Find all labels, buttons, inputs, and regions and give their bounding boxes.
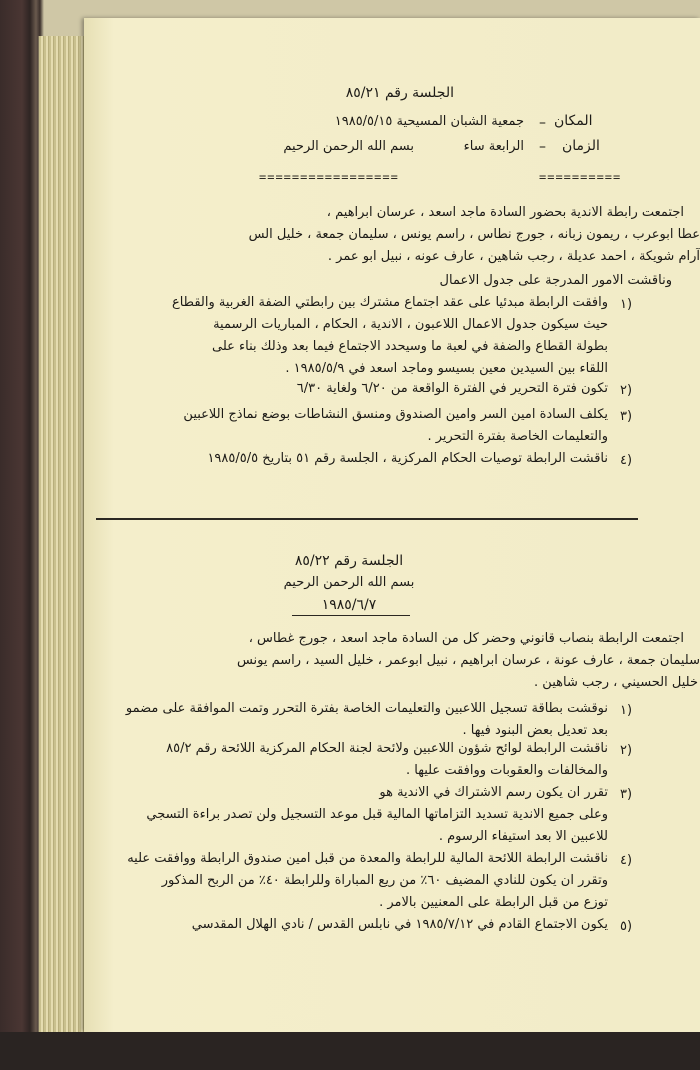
- meeting2-intro-line: اجتمعت الرابطة بنصاب قانوني وحضر كل من السادة ماجد اسعد ، جورج غطاس ،: [248, 631, 684, 646]
- item-number: ٤): [620, 453, 633, 468]
- item-number: ١): [620, 703, 633, 718]
- item-line: يكلف السادة امين السر وامين الصندوق ومنسق النشاطات بوضع نماذج اللاعبين: [183, 407, 608, 422]
- meeting2-date: ١٩٨٥/٦/٧: [321, 597, 377, 613]
- item-number: ٣): [620, 409, 633, 424]
- meeting1-title: الجلسة رقم ٨٥/٢١: [345, 85, 454, 101]
- item-number: ٢): [620, 743, 633, 758]
- item-line: ناقشت الرابطة توصيات الحكام المركزية ، الجلسة رقم ٥١ بتاريخ ١٩٨٥/٥/٥: [207, 451, 608, 466]
- item-number: ٣): [620, 787, 633, 802]
- time-value: الرابعة ساء: [463, 139, 524, 154]
- item-line: تقرر ان يكون رسم الاشتراك في الاندية هو: [379, 785, 608, 800]
- item-line: بطولة القطاع والضفة في لعبة ما وسيحدد الاجتماع فيما بعد وذلك بناء على: [212, 339, 608, 354]
- separator-right: =================: [259, 170, 399, 184]
- section-divider: [96, 518, 638, 520]
- item-line: تكون فترة التحرير في الفترة الواقعة من ٦/٢٠ ولغاية ٦/٣٠: [296, 381, 608, 396]
- item-line: وتقرر ان يكون للنادي المضيف ٦٠٪ من ريع المباراة وللرابطة ٤٠٪ من الربح المذكور: [161, 873, 608, 888]
- meeting2-basmala: بسم الله الرحمن الرحيم: [283, 575, 415, 590]
- place-value: جمعية الشبان المسيحية ١٩٨٥/٥/١٥: [334, 114, 524, 129]
- time-dash: –: [539, 139, 546, 155]
- item-number: ١): [620, 297, 633, 312]
- item-line: وافقت الرابطة مبدئيا على عقد اجتماع مشترك بين رابطتي الضفة الغربية والقطاع: [171, 295, 608, 310]
- item-line: بعد تعديل بعض البنود فيها .: [462, 723, 608, 738]
- separator-left: ==========: [539, 170, 622, 184]
- item-line: للاعبين الا بعد استيفاء الرسوم .: [438, 829, 608, 844]
- item-line: يكون الاجتماع القادم في ١٩٨٥/٧/١٢ في نابلس القدس / نادي الهلال المقدسي: [191, 917, 608, 932]
- item-line: حيث سيكون جدول الاعمال اللاعبون ، الاندية ، الحكام ، المباريات الرسمية: [213, 317, 608, 332]
- meeting1-intro-line: اجتمعت رابطة الاندية بحضور السادة ماجد اسعد ، عرسان ابراهيم ،: [326, 205, 684, 220]
- meeting1-basmala: بسم الله الرحمن الرحيم: [283, 139, 414, 154]
- item-line: ناقشت الرابطة اللائحة المالية للرابطة والمعدة من قبل امين صندوق الرابطة ووافقت عليه: [127, 851, 608, 866]
- item-line: نوقشت بطاقة تسجيل اللاعبين والتعليمات الخاصة بفترة التحرر وتمت الموافقة على مضمو: [125, 701, 608, 716]
- time-label: الزمان: [562, 138, 600, 154]
- item-line: وعلى جميع الاندية تسديد التزاماتها المالية قبل موعد التسجيل ولن تصدر براءة التسجي: [146, 807, 608, 822]
- scan-bottom-edge: [0, 1032, 700, 1070]
- item-line: توزع من قبل الرابطة على المعنيين بالامر .: [379, 895, 608, 910]
- place-label: المكان: [554, 113, 593, 129]
- date-underline: [292, 615, 410, 616]
- item-line: والمخالفات والعقوبات ووافقت عليها .: [405, 763, 608, 778]
- item-line: والتعليمات الخاصة بفترة التحرير .: [427, 429, 608, 444]
- item-number: ٥): [620, 919, 633, 934]
- meeting2-intro-line: سليمان جمعة ، عارف عونة ، عرسان ابراهيم ، نبيل ابوعمر ، خليل السيد ، راسم يونس: [236, 653, 700, 668]
- item-number: ٢): [620, 383, 633, 398]
- item-number: ٤): [620, 853, 633, 868]
- document-page: [84, 18, 700, 1032]
- meeting2-title: الجلسة رقم ٨٥/٢٢: [294, 553, 404, 569]
- place-dash: –: [539, 115, 546, 131]
- meeting2-intro-line: خليل الحسيني ، رجب شاهين .: [534, 675, 698, 690]
- meeting1-intro-line: آرام شويكة ، احمد عديلة ، رجب شاهين ، عارف عونه ، نبيل ابو عمر .: [327, 249, 700, 264]
- meeting1-agenda-line: وناقشت الامور المدرجة على جدول الاعمال: [439, 273, 672, 288]
- item-line: اللقاء بين السيدين معين بسيسو وماجد اسعد في ١٩٨٥/٥/٩ .: [285, 361, 608, 376]
- item-line: ناقشت الرابطة لوائح شؤون اللاعبين ولائحة لجنة الحكام المركزية اللائحة رقم ٨٥/٢: [166, 741, 608, 756]
- meeting1-intro-line: عطا ابوعرب ، ريمون زبانه ، جورج نطاس ، راسم يونس ، سليمان جمعة ، خليل الس: [248, 227, 700, 242]
